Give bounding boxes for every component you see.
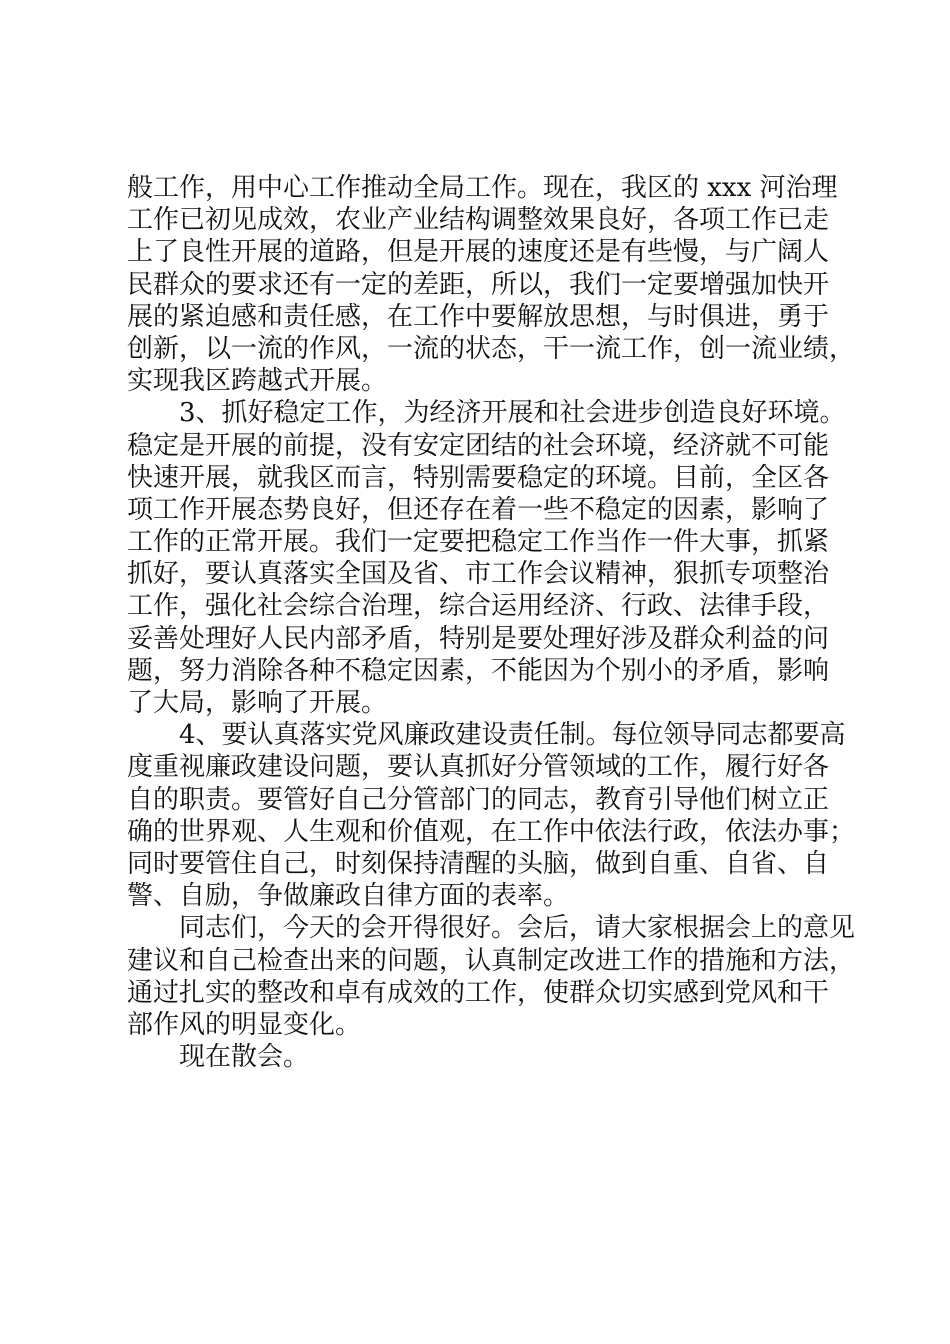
paragraph-line: 建议和自己检查出来的问题，认真制定改进工作的措施和方法， [127,945,856,976]
paragraph-line: 部作风的明显变化。 [127,1009,362,1040]
paragraph-line: 般工作，用中心工作推动全局工作。现在，我区的 xxx 河治理 [127,173,838,203]
paragraph-5-adjournment [127,1041,827,1073]
paragraph-line: 快速开展，就我区而言，特别需要稳定的环境。目前，全区各 [127,462,830,493]
paragraph-line: 工作的正常开展。我们一定要把稳定工作当作一件大事，抓紧 [127,527,830,558]
paragraph-line: 通过扎实的整改和卓有成效的工作，使群众切实感到党风和干 [127,977,830,1008]
paragraph-line: 创新，以一流的作风，一流的状态，干一流工作，创一流业绩， [127,333,856,364]
paragraph-3-integrity [127,719,856,912]
paragraph-line: 现在散会。 [179,1042,310,1073]
paragraph-line: 同志们，今天的会开得很好。会后，请大家根据会上的意见 [179,913,856,944]
paragraph-line: 工作已初见成效，农业产业结构调整效果良好，各项工作已走 [127,205,830,236]
paragraph-line: 3、抓好稳定工作，为经济开展和社会进步创造良好环境。 [179,398,846,429]
paragraph-line: 自的职责。要管好自己分管部门的同志，教育引导他们树立正 [127,784,830,815]
paragraph-1-continuation [127,172,856,397]
paragraph-line: 工作，强化社会综合治理，综合运用经济、行政、法律手段， [127,591,830,622]
paragraph-line: 民群众的要求还有一定的差距，所以，我们一定要增强加快开 [127,269,830,300]
paragraph-4-closing-remarks [127,912,856,1041]
paragraph-line: 稳定是开展的前提，没有安定团结的社会环境，经济就不可能 [127,430,830,461]
paragraph-line: 了大局，影响了开展。 [127,688,388,718]
paragraph-line: 上了良性开展的道路，但是开展的速度还是有些慢，与广阔人 [127,237,830,268]
document-body [127,172,856,1073]
paragraph-line: 实现我区跨越式开展。 [127,366,388,397]
paragraph-line: 妥善处理好人民内部矛盾，特别是要处理好涉及群众利益的问 [127,623,830,654]
paragraph-line: 4、要认真落实党风廉政建设责任制。每位领导同志都要高 [179,720,846,751]
paragraph-line: 警、自励，争做廉政自律方面的表率。 [127,881,570,912]
paragraph-line: 题，努力消除各种不稳定因素，不能因为个别小的矛盾，影响 [127,655,830,686]
paragraph-line: 展的紧迫感和责任感，在工作中要解放思想，与时俱进，勇于 [127,301,830,332]
paragraph-line: 抓好，要认真落实全国及省、市工作会议精神，狠抓专项整治 [127,559,830,590]
paragraph-line: 度重视廉政建设问题，要认真抓好分管领域的工作，履行好各 [127,752,830,783]
paragraph-2-stability [127,397,846,719]
paragraph-line: 同时要管住自己，时刻保持清醒的头脑，做到自重、自省、自 [127,848,830,879]
paragraph-line: 项工作开展态势良好，但还存在着一些不稳定的因素，影响了 [127,494,830,525]
paragraph-line: 确的世界观、人生观和价值观，在工作中依法行政，依法办事； [127,816,856,847]
